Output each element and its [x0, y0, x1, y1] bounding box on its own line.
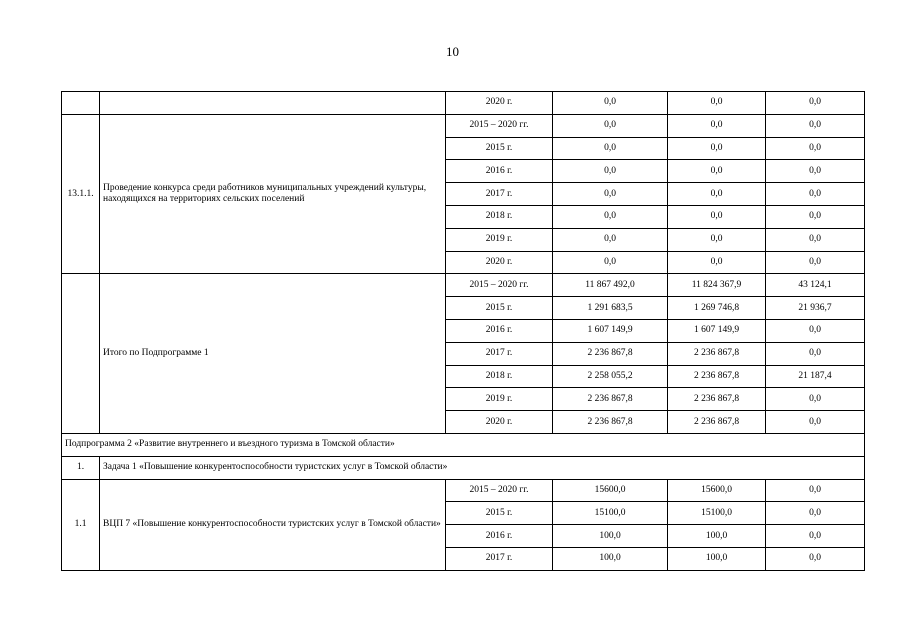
- period-cell: 2016 г.: [446, 160, 553, 183]
- value-cell-2: 0,0: [668, 160, 766, 183]
- value-cell-3: 0,0: [766, 388, 865, 411]
- value-cell-3: 0,0: [766, 228, 865, 251]
- value-cell-3: 0,0: [766, 479, 865, 502]
- value-cell-2: 2 236 867,8: [668, 365, 766, 388]
- value-cell-2: 15100,0: [668, 502, 766, 525]
- row-name-cell: Итого по Подпрограмме 1: [100, 274, 446, 434]
- period-cell: 2017 г.: [446, 547, 553, 570]
- row-number-cell: [62, 274, 100, 434]
- total-value-cell: 0,0: [553, 228, 668, 251]
- period-cell: 2015 – 2020 гг.: [446, 274, 553, 297]
- period-cell: 2015 – 2020 гг.: [446, 479, 553, 502]
- total-value-cell: 11 867 492,0: [553, 274, 668, 297]
- value-cell-2: 2 236 867,8: [668, 388, 766, 411]
- value-cell-2: 0,0: [668, 137, 766, 160]
- period-cell: 2015 – 2020 гг.: [446, 114, 553, 137]
- value-cell-3: 0,0: [766, 502, 865, 525]
- period-cell: 2016 г.: [446, 525, 553, 548]
- total-value-cell: 0,0: [553, 205, 668, 228]
- total-value-cell: 2 236 867,8: [553, 411, 668, 434]
- value-cell-3: 0,0: [766, 114, 865, 137]
- value-cell-2: 0,0: [668, 114, 766, 137]
- value-cell-2: 0,0: [668, 92, 766, 115]
- value-cell-3: 0,0: [766, 137, 865, 160]
- value-cell-3: 0,0: [766, 251, 865, 274]
- total-value-cell: 15600,0: [553, 479, 668, 502]
- value-cell-3: 21 187,4: [766, 365, 865, 388]
- value-cell-3: 0,0: [766, 525, 865, 548]
- value-cell-2: 15600,0: [668, 479, 766, 502]
- table-row: [62, 114, 865, 137]
- value-cell-3: 21 936,7: [766, 297, 865, 320]
- value-cell-3: 43 124,1: [766, 274, 865, 297]
- period-cell: 2020 г.: [446, 411, 553, 434]
- value-cell-2: 1 607 149,9: [668, 319, 766, 342]
- period-cell: 2020 г.: [446, 92, 553, 115]
- period-cell: 2019 г.: [446, 228, 553, 251]
- value-cell-2: 2 236 867,8: [668, 411, 766, 434]
- period-cell: 2018 г.: [446, 365, 553, 388]
- subprogram-row: [62, 433, 865, 456]
- value-cell-3: 0,0: [766, 160, 865, 183]
- value-cell-2: 0,0: [668, 205, 766, 228]
- total-value-cell: 0,0: [553, 183, 668, 206]
- row-name-cell: ВЦП 7 «Повышение конкурентоспособности туристских услуг в Томской области»: [100, 479, 446, 570]
- value-cell-2: 2 236 867,8: [668, 342, 766, 365]
- value-cell-2: 1 269 746,8: [668, 297, 766, 320]
- total-value-cell: 15100,0: [553, 502, 668, 525]
- value-cell-3: 0,0: [766, 342, 865, 365]
- period-cell: 2020 г.: [446, 251, 553, 274]
- row-number-cell: 1.1: [62, 479, 100, 570]
- period-cell: 2015 г.: [446, 137, 553, 160]
- total-value-cell: 100,0: [553, 547, 668, 570]
- row-name-cell: [100, 92, 446, 115]
- table-row: [62, 479, 865, 502]
- total-value-cell: 2 236 867,8: [553, 342, 668, 365]
- total-value-cell: 0,0: [553, 251, 668, 274]
- value-cell-3: 0,0: [766, 183, 865, 206]
- table-row: [62, 274, 865, 297]
- task-number-cell: 1.: [62, 456, 100, 479]
- task-title-cell: Задача 1 «Повышение конкурентоспособности туристских услуг в Томской области»: [100, 456, 865, 479]
- budget-table: [61, 91, 865, 571]
- period-cell: 2017 г.: [446, 342, 553, 365]
- total-value-cell: 0,0: [553, 92, 668, 115]
- total-value-cell: 0,0: [553, 114, 668, 137]
- row-number-cell: 13.1.1.: [62, 114, 100, 274]
- value-cell-3: 0,0: [766, 92, 865, 115]
- total-value-cell: 100,0: [553, 525, 668, 548]
- row-name-cell: Проведение конкурса среди работников муниципальных учреждений культуры, находящихся на территориях сельских поселений: [100, 114, 446, 274]
- period-cell: 2015 г.: [446, 502, 553, 525]
- value-cell-2: 100,0: [668, 547, 766, 570]
- total-value-cell: 2 258 055,2: [553, 365, 668, 388]
- total-value-cell: 2 236 867,8: [553, 388, 668, 411]
- value-cell-3: 0,0: [766, 205, 865, 228]
- value-cell-2: 11 824 367,9: [668, 274, 766, 297]
- row-number-cell: [62, 92, 100, 115]
- total-value-cell: 1 291 683,5: [553, 297, 668, 320]
- period-cell: 2019 г.: [446, 388, 553, 411]
- total-value-cell: 0,0: [553, 160, 668, 183]
- period-cell: 2016 г.: [446, 319, 553, 342]
- period-cell: 2018 г.: [446, 205, 553, 228]
- value-cell-3: 0,0: [766, 319, 865, 342]
- period-cell: 2015 г.: [446, 297, 553, 320]
- page-number: 10: [446, 44, 459, 59]
- value-cell-2: 0,0: [668, 228, 766, 251]
- table-row: [62, 92, 865, 115]
- value-cell-2: 100,0: [668, 525, 766, 548]
- period-cell: 2017 г.: [446, 183, 553, 206]
- subprogram-title-cell: Подпрограмма 2 «Развитие внутреннего и въездного туризма в Томской области»: [62, 433, 865, 456]
- value-cell-2: 0,0: [668, 183, 766, 206]
- task-row: [62, 456, 865, 479]
- value-cell-2: 0,0: [668, 251, 766, 274]
- value-cell-3: 0,0: [766, 411, 865, 434]
- value-cell-3: 0,0: [766, 547, 865, 570]
- total-value-cell: 0,0: [553, 137, 668, 160]
- total-value-cell: 1 607 149,9: [553, 319, 668, 342]
